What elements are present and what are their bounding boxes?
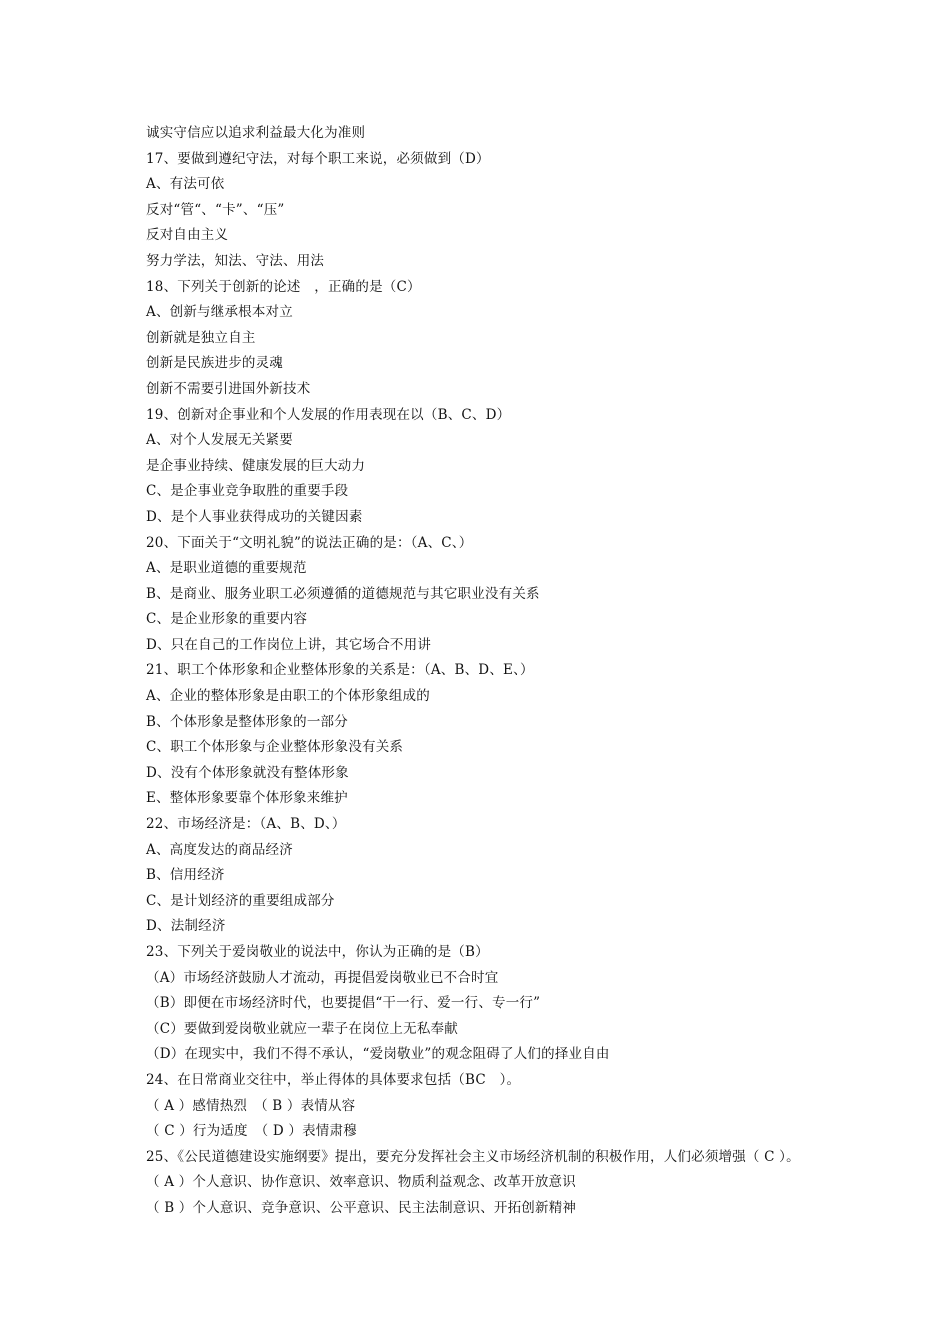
- question-23: 23、下列关于爱岗敬业的说法中，你认为正确的是（B）: [146, 944, 489, 960]
- option-line: C、是企业形象的重要内容: [146, 611, 308, 628]
- document-body: [146, 121, 926, 1222]
- option-line: （ A ）个人意识、协作意识、效率意识、物质利益观念、改革开放意识: [146, 1174, 576, 1191]
- question-25: 25、《公民道德建设实施纲要》提出，要充分发挥社会主义市场经济机制的积极作用，人们必须增强（ C ）。: [146, 1148, 800, 1165]
- option-line: D、法制经济: [146, 918, 226, 935]
- option-line: C、是计划经济的重要组成部分: [146, 892, 335, 909]
- option-line: A、创新与继承根本对立: [146, 304, 293, 321]
- option-line: D、是个人事业获得成功的关键因素: [146, 508, 363, 525]
- option-line: 创新不需要引进国外新技术: [146, 380, 311, 397]
- option-line: A、有法可依: [146, 176, 225, 193]
- option-line: （ B ）个人意识、竞争意识、公平意识、民主法制意识、开拓创新精神: [146, 1199, 577, 1216]
- option-line: 是企事业持续、健康发展的巨大动力: [146, 457, 366, 474]
- option-line: A、是职业道德的重要规范: [146, 560, 307, 577]
- question-24: 24、在日常商业交往中，举止得体的具体要求包括（BC ）。: [146, 1071, 521, 1088]
- option-line: A、对个人发展无关紧要: [146, 432, 293, 449]
- option-line: 创新是民族进步的灵魂: [146, 355, 283, 372]
- question-22: 22、市场经济是：（A、B、D、）: [146, 816, 346, 833]
- option-line: B、信用经济: [146, 867, 225, 884]
- question-21: 21、职工个体形象和企业整体形象的关系是：（A、B、D、E、）: [146, 662, 534, 679]
- option-line: 努力学法，知法、守法、用法: [146, 252, 325, 269]
- option-line: （B）即便在市场经济时代，也要提倡“干一行、爱一行、专一行”: [146, 995, 541, 1012]
- option-line: C、职工个体形象与企业整体形象没有关系: [146, 739, 404, 756]
- option-line: E、整体形象要靠个体形象来维护: [146, 790, 348, 807]
- question-19: 19、创新对企事业和个人发展的作用表现在以（B、C、D）: [146, 406, 511, 423]
- option-line: （D）在现实中，我们不得不承认，“爱岗敬业”的观念阻碍了人们的择业自由: [146, 1046, 610, 1063]
- question-17: 17、要做到遵纪守法，对每个职工来说，必须做到（D）: [146, 150, 490, 167]
- option-line: 创新就是独立自主: [146, 329, 256, 346]
- option-line: 反对“管“、“卡”、“压”: [146, 201, 285, 218]
- option-line: （ C ）行为适度 （ D ）表情肃穆: [146, 1123, 357, 1140]
- option-line: （ A ）感情热烈 （ B ）表情从容: [146, 1097, 356, 1114]
- text-line: 诚实守信应以追求利益最大化为准则: [146, 125, 366, 141]
- option-line: B、个体形象是整体形象的一部分: [146, 713, 348, 730]
- option-line: 反对自由主义: [146, 227, 229, 244]
- question-20: 20、下面关于“文明礼貌”的说法正确的是：（A、C、）: [146, 534, 473, 551]
- option-line: C、是企事业竞争取胜的重要手段: [146, 483, 349, 500]
- option-line: D、只在自己的工作岗位上讲，其它场合不用讲: [146, 636, 432, 653]
- option-line: A、高度发达的商品经济: [146, 841, 293, 858]
- option-line: （C）要做到爱岗敬业就应一辈子在岗位上无私奉献: [146, 1020, 458, 1037]
- question-18: 18、下列关于创新的论述 ，正确的是（C）: [146, 278, 421, 295]
- option-line: （A）市场经济鼓励人才流动，再提倡爱岗敬业已不合时宜: [146, 969, 499, 986]
- option-line: A、企业的整体形象是由职工的个体形象组成的: [146, 688, 430, 705]
- option-line: B、是商业、服务业职工必须遵循的道德规范与其它职业没有关系: [146, 585, 540, 602]
- option-line: D、没有个体形象就没有整体形象: [146, 764, 349, 781]
